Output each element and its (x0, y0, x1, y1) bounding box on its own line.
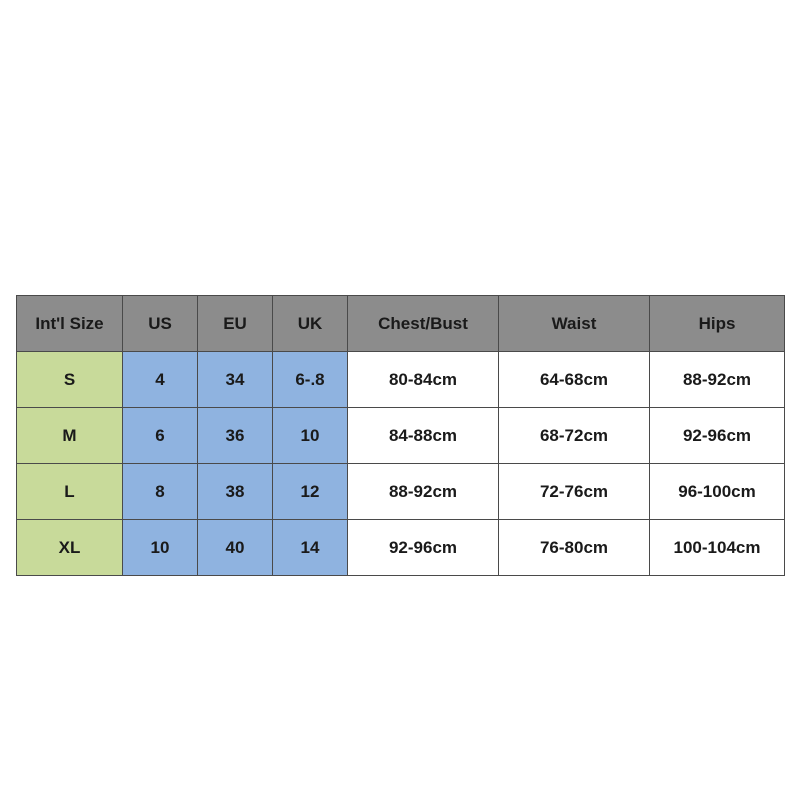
header-intl-size: Int'l Size (17, 296, 123, 352)
header-eu: EU (198, 296, 273, 352)
header-hips: Hips (650, 296, 785, 352)
cell-intl-size: M (17, 408, 123, 464)
cell-waist: 76-80cm (499, 520, 650, 576)
cell-us: 6 (123, 408, 198, 464)
cell-eu: 34 (198, 352, 273, 408)
cell-eu: 38 (198, 464, 273, 520)
cell-eu: 40 (198, 520, 273, 576)
header-us: US (123, 296, 198, 352)
cell-chest-bust: 92-96cm (348, 520, 499, 576)
cell-eu: 36 (198, 408, 273, 464)
table-row (17, 408, 785, 464)
size-chart-table (16, 295, 785, 576)
cell-uk: 14 (273, 520, 348, 576)
cell-hips: 92-96cm (650, 408, 785, 464)
cell-us: 4 (123, 352, 198, 408)
cell-intl-size: L (17, 464, 123, 520)
cell-hips: 100-104cm (650, 520, 785, 576)
cell-us: 8 (123, 464, 198, 520)
header-waist: Waist (499, 296, 650, 352)
table-row (17, 352, 785, 408)
cell-uk: 6-.8 (273, 352, 348, 408)
cell-uk: 12 (273, 464, 348, 520)
cell-hips: 96-100cm (650, 464, 785, 520)
cell-waist: 72-76cm (499, 464, 650, 520)
cell-waist: 64-68cm (499, 352, 650, 408)
cell-us: 10 (123, 520, 198, 576)
cell-intl-size: XL (17, 520, 123, 576)
cell-chest-bust: 80-84cm (348, 352, 499, 408)
size-chart-body (17, 352, 785, 576)
size-chart-header (17, 296, 785, 352)
cell-chest-bust: 88-92cm (348, 464, 499, 520)
cell-intl-size: S (17, 352, 123, 408)
cell-uk: 10 (273, 408, 348, 464)
table-row (17, 520, 785, 576)
header-uk: UK (273, 296, 348, 352)
table-row (17, 464, 785, 520)
cell-chest-bust: 84-88cm (348, 408, 499, 464)
cell-waist: 68-72cm (499, 408, 650, 464)
cell-hips: 88-92cm (650, 352, 785, 408)
header-chest-bust: Chest/Bust (348, 296, 499, 352)
header-row (17, 296, 785, 352)
